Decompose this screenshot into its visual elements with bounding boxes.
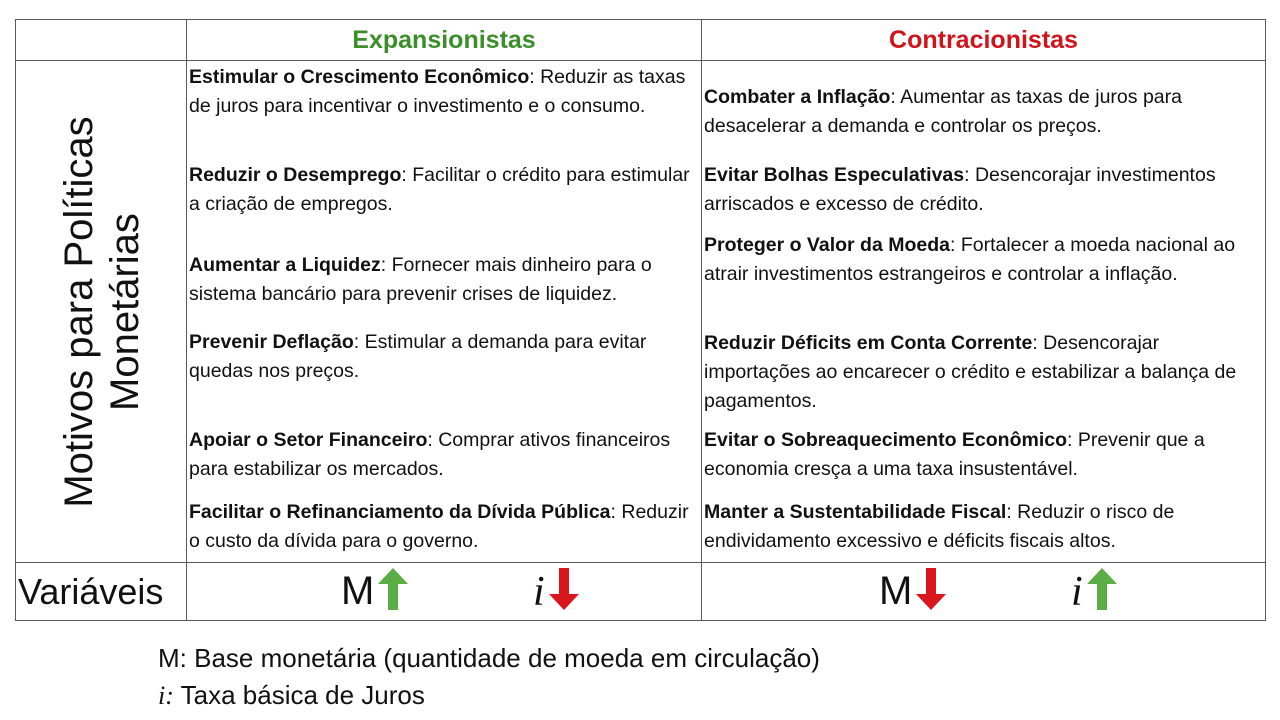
expansion-item: [189, 161, 699, 219]
contraction-item: [704, 498, 1263, 556]
expansion-item: [189, 328, 699, 386]
contraction-item-title: Evitar o Sobreaquecimento Econômico: [704, 429, 1067, 451]
variables-label: Variáveis: [18, 571, 164, 612]
contraction-item-text: : Reduzir o risco de endividamento excessivo e déficits fiscais altos.: [704, 501, 1175, 552]
monetary-policy-table: [15, 19, 1266, 621]
contraction-item-text: : Desencorajar importações ao encarecer o crédito e estabilizar a balança de pagamentos.: [704, 332, 1237, 412]
contraction-item: [704, 83, 1263, 141]
expansion-item: [189, 63, 699, 121]
contraction-item: [704, 231, 1263, 289]
expansion-m-arrow-icon: [378, 568, 408, 615]
expansion-i-arrow-icon: [549, 568, 579, 615]
row-label-cell: [16, 61, 187, 563]
contraction-motives-cell: [702, 61, 1266, 563]
legend-i-text: Taxa básica de Juros: [173, 680, 425, 710]
legend-i: [158, 677, 425, 714]
expansion-header-cell: [187, 20, 702, 61]
expansion-m-variable: [341, 563, 408, 620]
expansion-item-text: : Comprar ativos financeiros para estabilizar os mercados.: [189, 429, 671, 480]
expansion-variables-cell: [187, 563, 702, 621]
contraction-variables-cell: [702, 563, 1266, 621]
expansion-item-title: Estimular o Crescimento Econômico: [189, 66, 530, 88]
contraction-list: [702, 61, 1265, 562]
expansion-item-text: : Estimular a demanda para evitar quedas nos preços.: [189, 331, 647, 382]
contraction-item: [704, 161, 1263, 219]
expansion-item-title: Apoiar o Setor Financeiro: [189, 429, 428, 451]
expansion-item-title: Facilitar o Refinanciamento da Dívida Pública: [189, 501, 611, 523]
contraction-i-variable: [1071, 563, 1117, 620]
contraction-item-text: : Desencorajar investimentos arriscados e excesso de crédito.: [704, 164, 1216, 215]
header-row: [16, 20, 1266, 61]
contraction-i-arrow-icon: [1087, 568, 1117, 615]
expansion-item: [189, 498, 699, 556]
expansion-item-text: : Fornecer mais dinheiro para o sistema bancário para prevenir crises de liquidez.: [189, 254, 652, 305]
expansion-item-title: Reduzir o Desemprego: [189, 164, 402, 186]
legend-m: M: Base monetária (quantidade de moeda em circulação): [158, 643, 820, 673]
row-label: Motivos para Políticas Monetárias: [56, 115, 147, 508]
contraction-header: Contracionistas: [889, 26, 1078, 54]
contraction-item-title: Manter a Sustentabilidade Fiscal: [704, 501, 1007, 523]
expansion-item-text: : Facilitar o crédito para estimular a criação de empregos.: [189, 164, 690, 215]
expansion-item-title: Prevenir Deflação: [189, 331, 354, 353]
expansion-item: [189, 426, 699, 484]
variables-label-cell: [16, 563, 187, 621]
motives-row: [16, 61, 1266, 563]
contraction-m-variable: [879, 563, 946, 620]
variables-row: [16, 563, 1266, 621]
expansion-item-text: : Reduzir o custo da dívida para o governo.: [189, 501, 689, 552]
legend-i-symbol: i:: [158, 681, 174, 710]
m-symbol: M: [879, 569, 913, 613]
expansion-motives-cell: [187, 61, 702, 563]
contraction-item: [704, 329, 1263, 416]
i-symbol: i: [1071, 568, 1083, 615]
expansion-list: [187, 61, 701, 562]
expansion-header: Expansionistas: [352, 26, 536, 54]
contraction-m-arrow-icon: [916, 568, 946, 615]
contraction-item-title: Combater a Inflação: [704, 86, 891, 108]
contraction-item-title: Evitar Bolhas Especulativas: [704, 164, 965, 186]
expansion-item: [189, 251, 699, 309]
contraction-item-text: : Prevenir que a economia cresça a uma taxa insustentável.: [704, 429, 1205, 480]
contraction-item-text: : Aumentar as taxas de juros para desacelerar a demanda e controlar os preços.: [704, 86, 1182, 137]
contraction-item-title: Proteger o Valor da Moeda: [704, 234, 950, 256]
m-symbol: M: [341, 569, 375, 613]
contraction-header-cell: [702, 20, 1266, 61]
expansion-item-title: Aumentar a Liquidez: [189, 254, 381, 276]
expansion-item-text: : Reduzir as taxas de juros para incentivar o investimento e o consumo.: [189, 66, 686, 117]
corner-cell: [16, 20, 187, 61]
expansion-i-variable: [533, 563, 579, 620]
contraction-item-text: : Fortalecer a moeda nacional ao atrair investimentos estrangeiros e controlar a inflação.: [704, 234, 1236, 285]
contraction-item: [704, 426, 1263, 484]
i-symbol: i: [533, 568, 545, 615]
contraction-item-title: Reduzir Déficits em Conta Corrente: [704, 332, 1033, 354]
